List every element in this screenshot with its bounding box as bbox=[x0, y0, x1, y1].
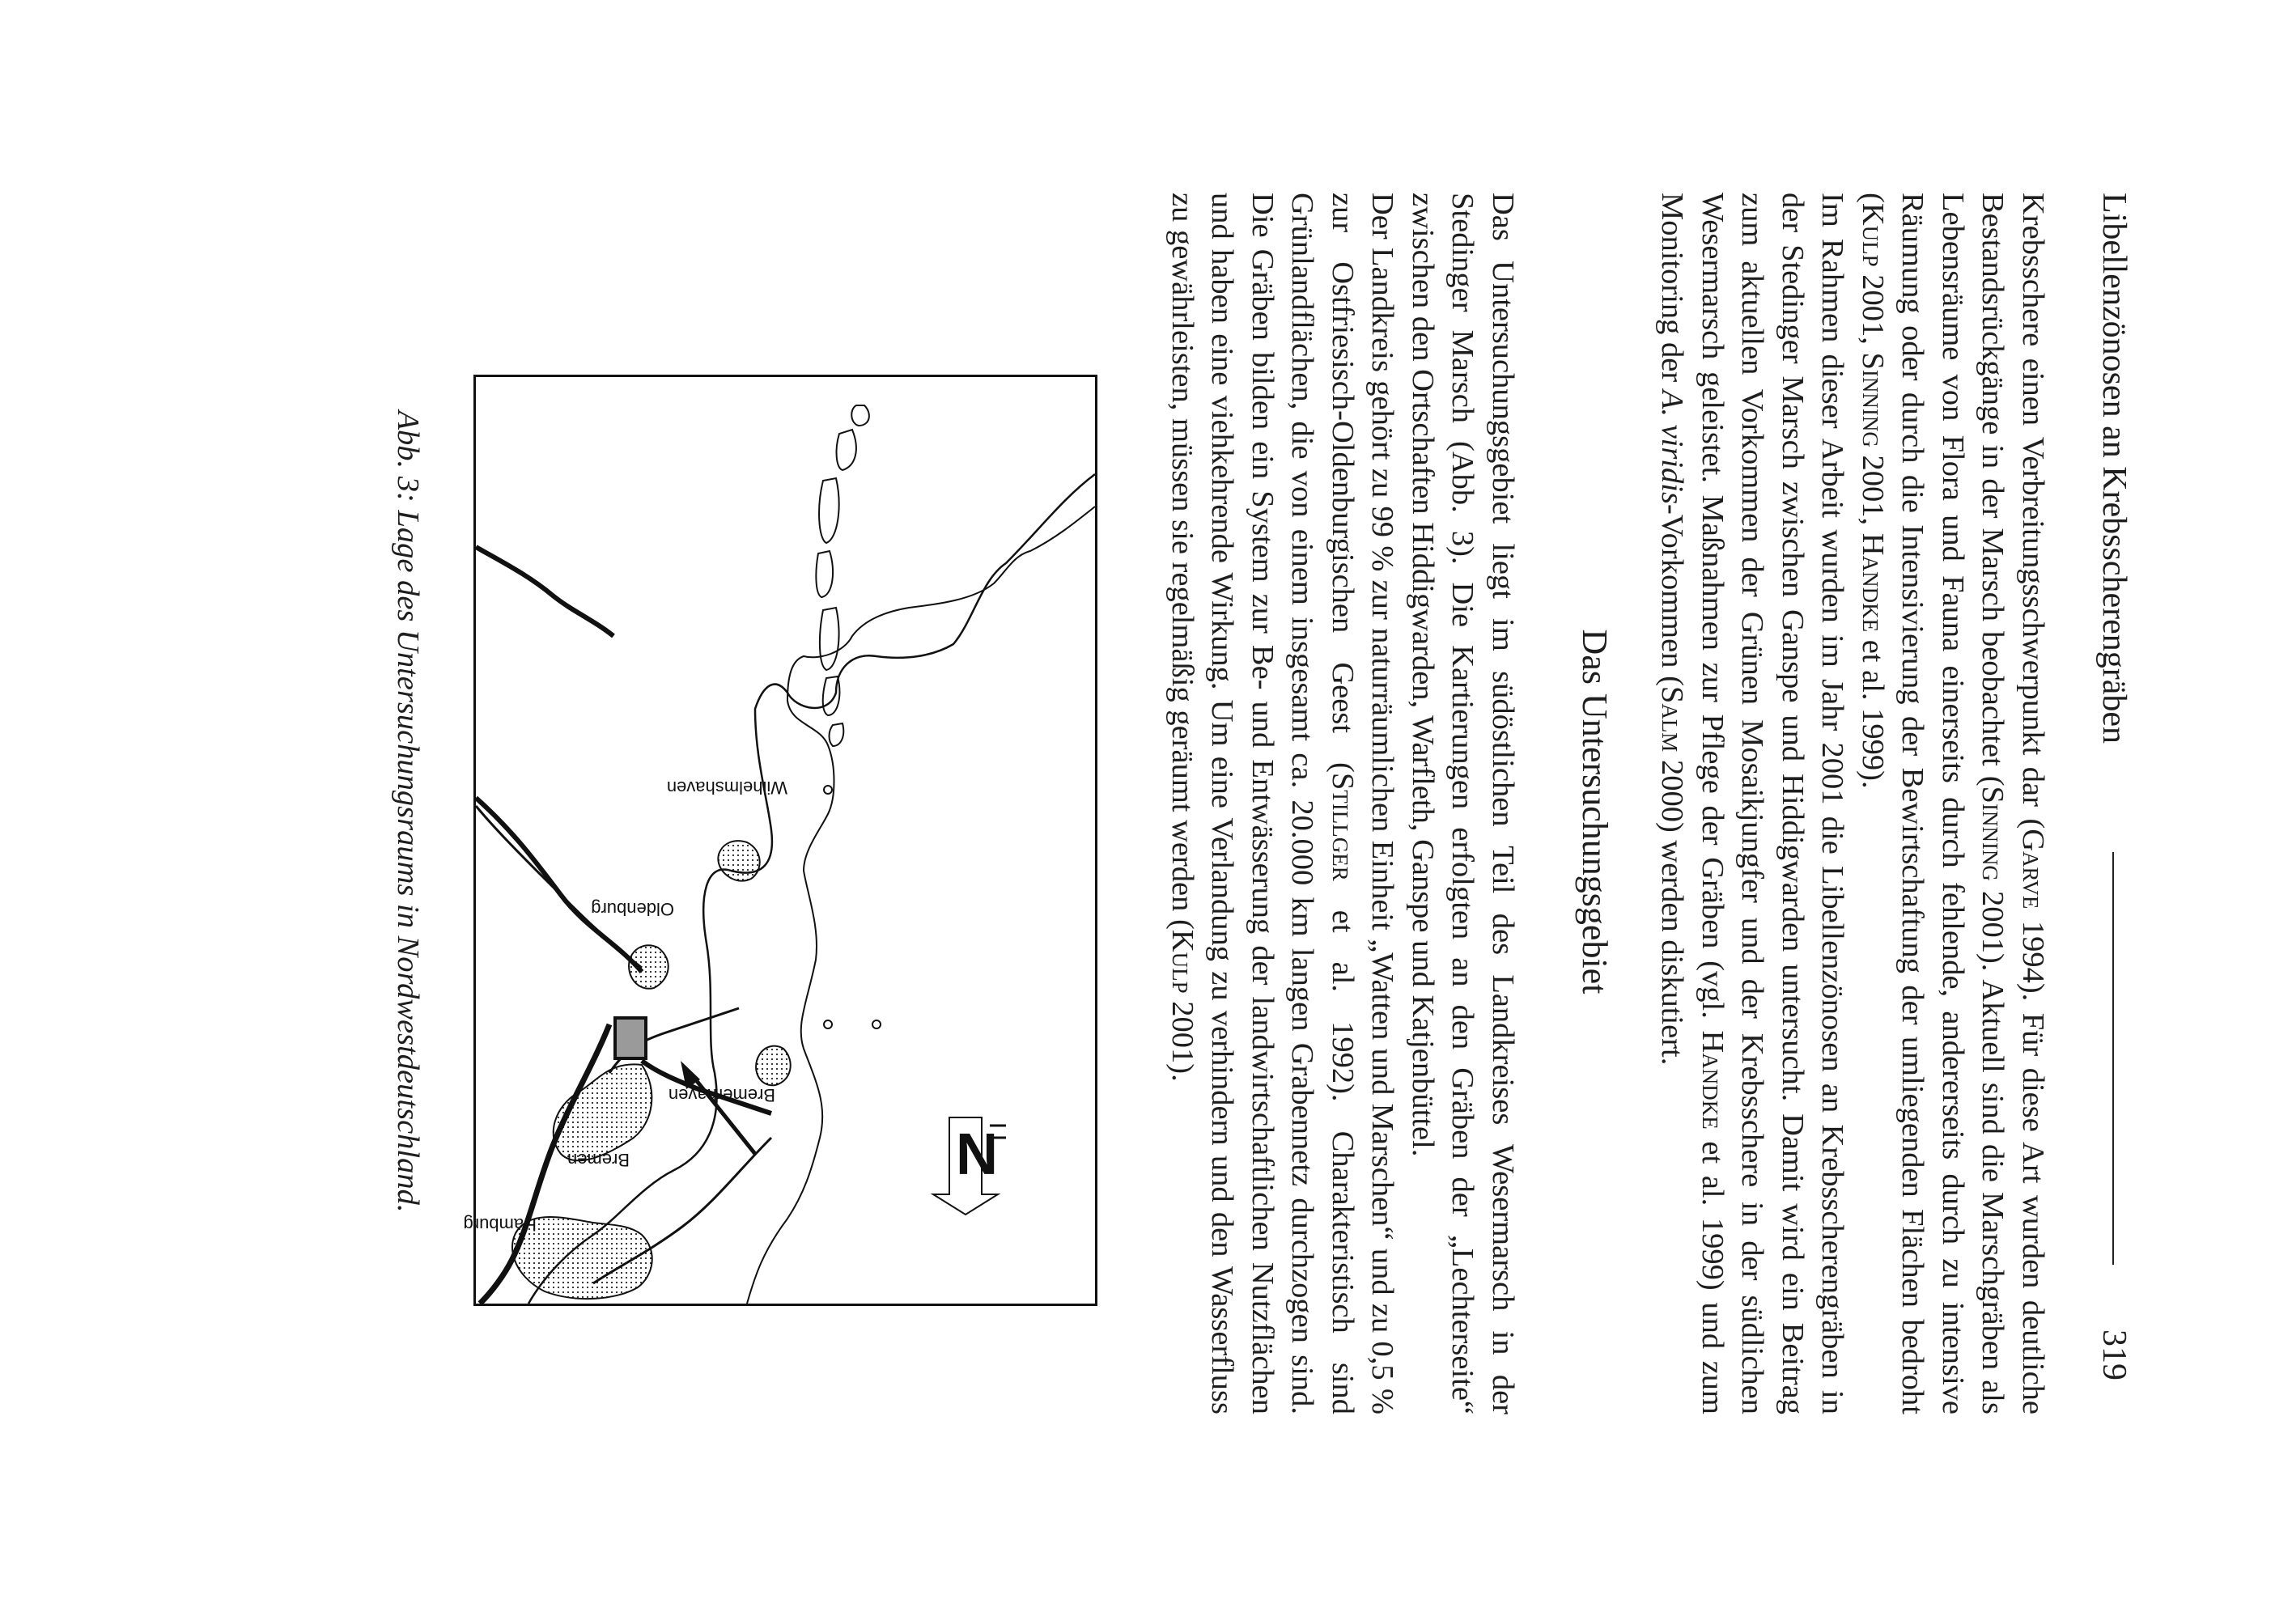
citation-author: Salm bbox=[1655, 685, 1690, 753]
paragraph: Krebsschere einen Verbreitungsschwerpunkt dar (Garve 1994). Für diese Art wurden deutliche Bestandsrückgänge in der Marsch beobachtet (Sinning 2001). Aktuell sind die Marschgräben als Lebensräume von Flora und Fauna einerseits durch fehlende, andererseits durch zu intensive Räumung oder durch die Intensivierung der Bewirtschaftung der umliegenden Flächen bedroht (Kulp 2001, Sinning 2001, Handke et al. 1999). bbox=[1856, 193, 2050, 1414]
map-figure bbox=[463, 375, 1097, 1306]
coastline bbox=[528, 474, 1095, 1304]
paragraph: Der Landkreis gehört zu 99 % zur naturräumlichen Einheit „Watten und Marschen“ und zu 0,5 % zur Ostfriesisch-Oldenburgischen Geest (Stillger et al. 1992). Charakteristisch sind Grünlandflächen, die von einem insgesamt ca. 20.000 km langen Grabennetz durchzogen sind. Die Gräben bilden ein System zur Be- und Entwässerung der landwirtschaftlichen Nutzflächen und haben eine viehkehrende Wirkung. Um eine Verlandung zu verhindern und den Wasserfluss zu gewährleisten, müssen sie regelmäßig geräumt werden (Kulp 2001). bbox=[1165, 193, 1400, 1415]
citation-author: Sinning bbox=[1856, 352, 1890, 447]
paragraph: Das Untersuchungsgebiet liegt im südöstlichen Teil des Landkreises Wesermarsch in der Stedinger Marsch (Abb. 3). Die Kartierungen erfolgten an den Gräben der „Lechterseite“ zwischen den Ortschaften Hiddigwarden, Warfleth, Ganspe und Katjenbüttel. bbox=[1406, 193, 1520, 1414]
running-title: Libellenzönosen an Krebsscherengräben bbox=[2095, 193, 2133, 744]
species-name: A. viridis bbox=[1655, 389, 1690, 504]
label-bremen: Bremen bbox=[567, 1150, 630, 1170]
bremerhaven-area bbox=[756, 1046, 791, 1086]
header-rule bbox=[2112, 852, 2114, 1265]
paragraph: Im Rahmen dieser Arbeit wurden im Jahr 2001 die Libellenzönosen an Krebsscherengräben in der Stedinger Marsch zwischen Ganspe und Hiddigwarden untersucht. Damit wird ein Beitrag zum aktuellen Vorkommen der Grünen Mosaikjungfer und der Krebsschere in der südlichen Wesermarsch geleistet. Maßnahmen zur Pflege der Gräben (vgl. Handke et al. 1999) und zum Monitoring der A. viridis-Vorkommen (Salm 2000) werden diskutiert. bbox=[1655, 193, 1850, 1414]
citation-author: Handke bbox=[1696, 1030, 1730, 1130]
label-bremerhaven: Bremerhaven bbox=[668, 1085, 775, 1105]
label-hamburg: Hamburg bbox=[463, 1215, 537, 1235]
map-svg bbox=[463, 377, 1095, 1304]
intro-text bbox=[1652, 193, 2052, 1414]
label-oldenburg: Oldenburg bbox=[591, 899, 674, 919]
citation-author: Handke bbox=[1856, 532, 1890, 633]
label-wilhelmshaven: Wilhelmshaven bbox=[666, 778, 787, 798]
north-letter: N bbox=[956, 1121, 998, 1185]
river-hunte bbox=[476, 806, 642, 968]
citation-author: Garve bbox=[2016, 829, 2050, 910]
highway-a28 bbox=[476, 798, 642, 972]
journal-page bbox=[110, 83, 2182, 1540]
coastline-outer bbox=[747, 507, 1095, 1304]
study-area-marker bbox=[615, 1018, 646, 1058]
citation-author: Stillger bbox=[1326, 772, 1360, 881]
citation-author: Sinning bbox=[1976, 786, 2010, 881]
pointer-arrow bbox=[681, 1061, 755, 1154]
section-heading: Das Untersuchungsgebiet bbox=[1575, 629, 1615, 994]
citation-author: Kulp bbox=[1856, 202, 1890, 267]
page-number: 319 bbox=[2095, 1329, 2133, 1380]
figure-caption: Abb. 3: Lage des Untersuchungsraums in Nordwestdeutschland. bbox=[391, 410, 425, 1213]
island-group bbox=[816, 405, 881, 1028]
section-text bbox=[1162, 193, 1523, 1414]
citation-author: Kulp bbox=[1165, 929, 1199, 994]
wilhelmshaven-area bbox=[718, 841, 759, 881]
highway-west bbox=[476, 547, 613, 636]
